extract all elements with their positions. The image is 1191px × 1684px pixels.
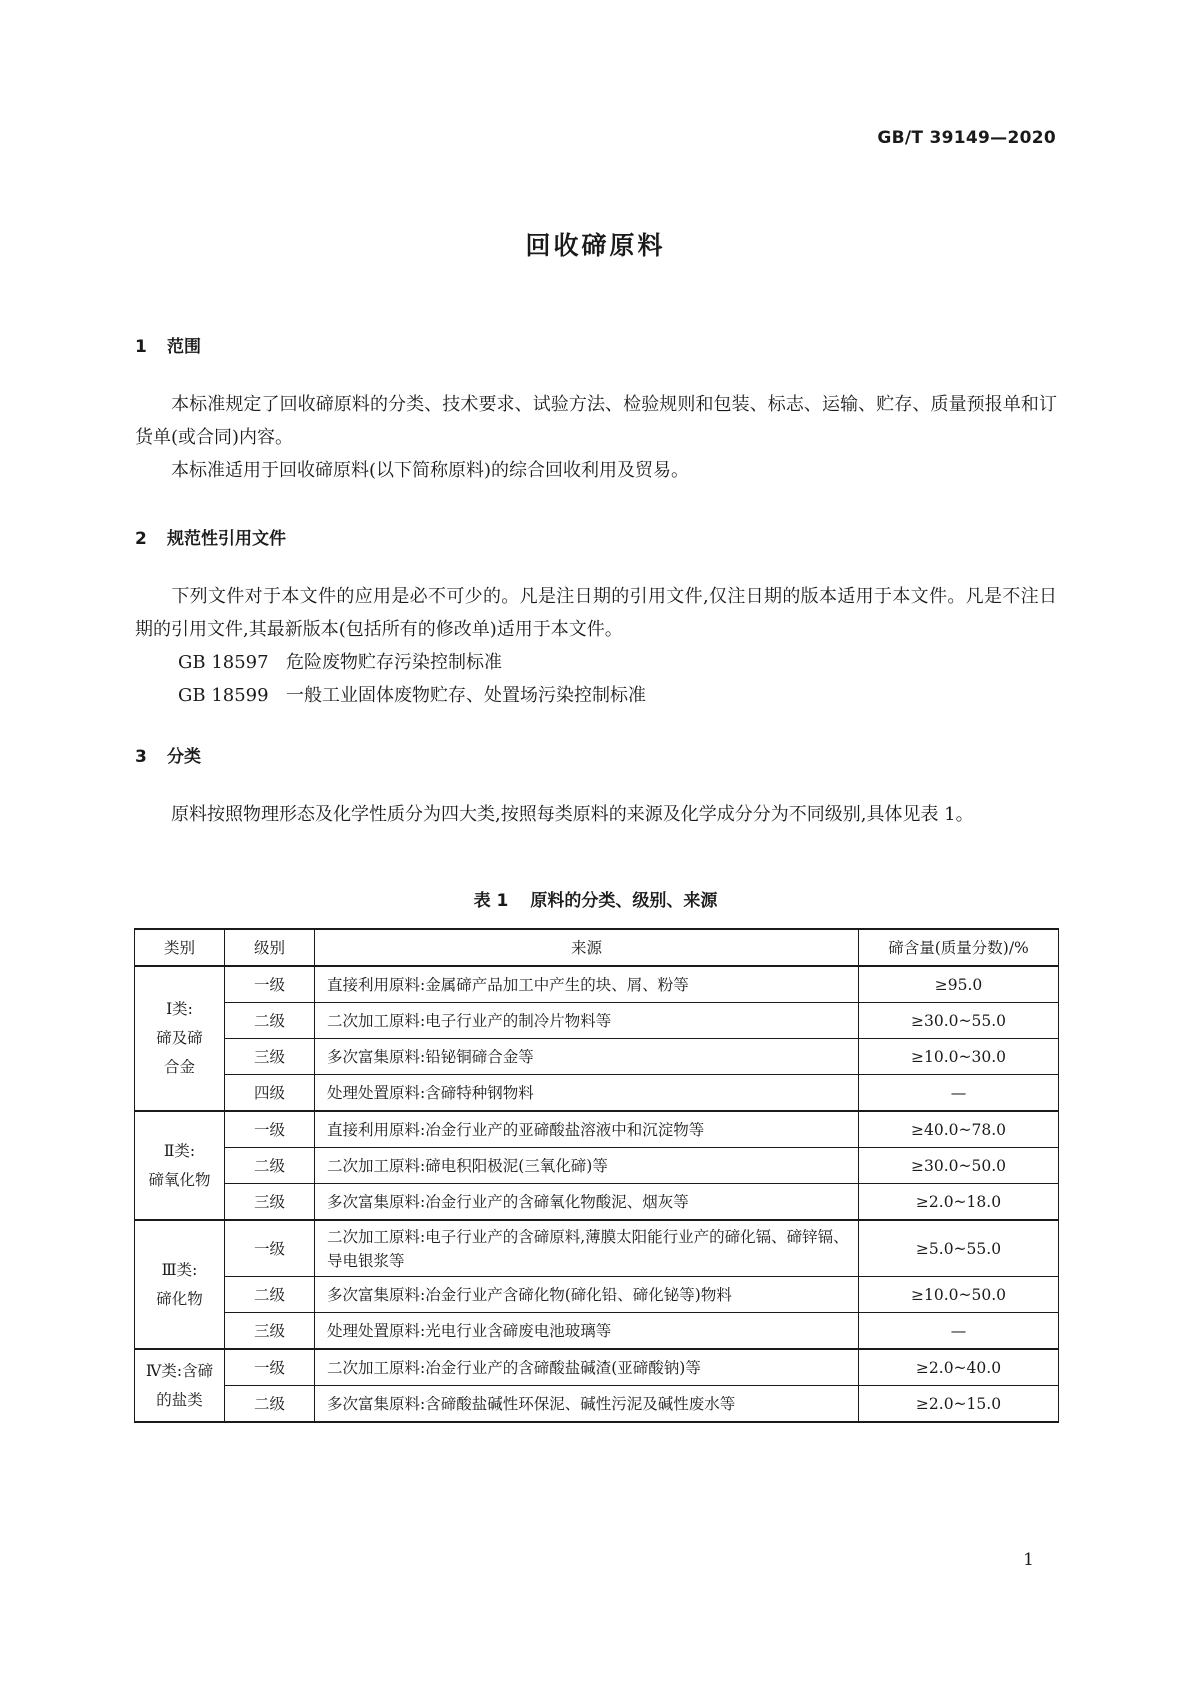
reference-code: GB 18599 — [178, 685, 269, 706]
grade-cell: 一级 — [225, 1220, 315, 1277]
content-cell: ≥30.0~55.0 — [859, 1003, 1059, 1039]
content-cell: — — [859, 1075, 1059, 1112]
content-cell: ≥95.0 — [859, 966, 1059, 1003]
source-cell: 多次富集原料:铅铋铜碲合金等 — [315, 1039, 859, 1075]
reference-title: 一般工业固体废物贮存、处置场污染控制标准 — [286, 685, 646, 706]
normative-references — [178, 646, 646, 712]
category-line: Ⅰ类: — [166, 1000, 193, 1018]
content-cell: ≥10.0~50.0 — [859, 1277, 1059, 1313]
section-1-heading — [135, 332, 201, 357]
category-cell — [135, 1220, 225, 1349]
content-cell: ≥2.0~15.0 — [859, 1386, 1059, 1423]
grade-cell: 二级 — [225, 1386, 315, 1423]
header-content: 碲含量(质量分数)/% — [859, 929, 1059, 966]
grade-cell: 四级 — [225, 1075, 315, 1112]
source-cell: 处理处置原料:含碲特种钢物料 — [315, 1075, 859, 1112]
source-cell: 直接利用原料:金属碲产品加工中产生的块、屑、粉等 — [315, 966, 859, 1003]
section-3-heading — [135, 742, 201, 767]
table-row — [135, 1220, 1059, 1277]
paragraph-text: 原料按照物理形态及化学性质分为四大类,按照每类原料的来源及化学成分分为不同级别,具体见表 1。 — [171, 804, 974, 825]
section-3-paragraph-1 — [135, 798, 1057, 831]
category-line: 碲及碲 — [156, 1029, 203, 1047]
table-row — [135, 1349, 1059, 1386]
table-group-3 — [135, 1220, 1059, 1349]
table-row — [135, 1111, 1059, 1148]
grade-cell: 一级 — [225, 1349, 315, 1386]
table-number: 表 1 — [473, 891, 509, 911]
section-number: 3 — [135, 747, 147, 767]
table-row — [135, 1386, 1059, 1423]
table-row — [135, 1277, 1059, 1313]
source-cell: 多次富集原料:含碲酸盐碱性环保泥、碱性污泥及碱性废水等 — [315, 1386, 859, 1423]
table-group-2 — [135, 1111, 1059, 1220]
content-cell: ≥30.0~50.0 — [859, 1148, 1059, 1184]
source-cell: 处理处置原料:光电行业含碲废电池玻璃等 — [315, 1313, 859, 1350]
table-row — [135, 1313, 1059, 1350]
grade-cell: 二级 — [225, 1277, 315, 1313]
section-number: 1 — [135, 337, 147, 357]
section-2-heading — [135, 524, 286, 549]
grade-cell: 一级 — [225, 1111, 315, 1148]
header-grade: 级别 — [225, 929, 315, 966]
category-line: 碲化物 — [156, 1289, 203, 1308]
category-line: 的盐类 — [156, 1390, 203, 1409]
category-line: Ⅳ类:含碲 — [145, 1361, 214, 1380]
reference-item — [178, 646, 646, 679]
page-number: 1 — [1023, 1550, 1034, 1570]
source-cell: 二次加工原料:电子行业产的含碲原料,薄膜太阳能行业产的碲化镉、碲锌镉、导电银浆等 — [315, 1220, 859, 1277]
section-1-paragraph-1 — [135, 388, 1057, 454]
classification-table — [134, 928, 1059, 1423]
category-cell — [135, 1111, 225, 1220]
table-caption — [0, 886, 1191, 911]
header-source: 来源 — [315, 929, 859, 966]
table-row — [135, 1184, 1059, 1221]
content-cell: ≥10.0~30.0 — [859, 1039, 1059, 1075]
document-title: 回收碲原料 — [525, 231, 666, 260]
paragraph-text: 下列文件对于本文件的应用是必不可少的。凡是注日期的引用文件,仅注日期的版本适用于本文件。凡是不注日期的引用文件,其最新版本(包括所有的修改单)适用于本文件。 — [135, 586, 1057, 640]
content-cell: ≥2.0~40.0 — [859, 1349, 1059, 1386]
grade-cell: 一级 — [225, 966, 315, 1003]
paragraph-text: 本标准适用于回收碲原料(以下简称原料)的综合回收利用及贸易。 — [171, 460, 690, 481]
table-row — [135, 1148, 1059, 1184]
table-row — [135, 1003, 1059, 1039]
standard-number: GB/T 39149—2020 — [877, 128, 1056, 148]
table-row — [135, 1039, 1059, 1075]
table-group-1 — [135, 966, 1059, 1111]
grade-cell: 二级 — [225, 1003, 315, 1039]
category-line: 碲氧化物 — [148, 1170, 211, 1189]
table-caption-text: 原料的分类、级别、来源 — [530, 891, 718, 911]
source-cell: 多次富集原料:冶金行业产的含碲氧化物酸泥、烟灰等 — [315, 1184, 859, 1221]
category-line: Ⅲ类: — [161, 1260, 198, 1279]
paragraph-text: 本标准规定了回收碲原料的分类、技术要求、试验方法、检验规则和包装、标志、运输、贮存、质量预报单和订货单(或合同)内容。 — [135, 394, 1057, 448]
section-title: 分类 — [167, 747, 201, 767]
table-row — [135, 966, 1059, 1003]
source-cell: 二次加工原料:冶金行业产的含碲酸盐碱渣(亚碲酸钠)等 — [315, 1349, 859, 1386]
source-cell: 二次加工原料:碲电积阳极泥(三氧化碲)等 — [315, 1148, 859, 1184]
content-cell: ≥5.0~55.0 — [859, 1220, 1059, 1277]
section-number: 2 — [135, 529, 147, 549]
reference-code: GB 18597 — [178, 652, 269, 673]
reference-title: 危险废物贮存污染控制标准 — [286, 652, 502, 673]
section-title: 规范性引用文件 — [167, 529, 286, 549]
header-category: 类别 — [135, 929, 225, 966]
grade-cell: 三级 — [225, 1184, 315, 1221]
source-cell: 多次富集原料:冶金行业产含碲化物(碲化铅、碲化铋等)物料 — [315, 1277, 859, 1313]
section-2-paragraph-1 — [135, 580, 1057, 646]
table-header-row — [135, 929, 1059, 966]
category-cell — [135, 1349, 225, 1422]
table-row — [135, 1075, 1059, 1112]
section-1-paragraph-2 — [135, 454, 1057, 487]
reference-item — [178, 679, 646, 712]
source-cell: 二次加工原料:电子行业产的制冷片物料等 — [315, 1003, 859, 1039]
source-cell: 直接利用原料:冶金行业产的亚碲酸盐溶液中和沉淀物等 — [315, 1111, 859, 1148]
table-group-4 — [135, 1349, 1059, 1422]
grade-cell: 三级 — [225, 1313, 315, 1350]
category-line: Ⅱ类: — [163, 1141, 196, 1160]
content-cell: — — [859, 1313, 1059, 1350]
section-title: 范围 — [167, 337, 201, 357]
grade-cell: 三级 — [225, 1039, 315, 1075]
category-line: 合金 — [163, 1058, 195, 1076]
grade-cell: 二级 — [225, 1148, 315, 1184]
category-cell — [135, 966, 225, 1111]
content-cell: ≥40.0~78.0 — [859, 1111, 1059, 1148]
content-cell: ≥2.0~18.0 — [859, 1184, 1059, 1221]
